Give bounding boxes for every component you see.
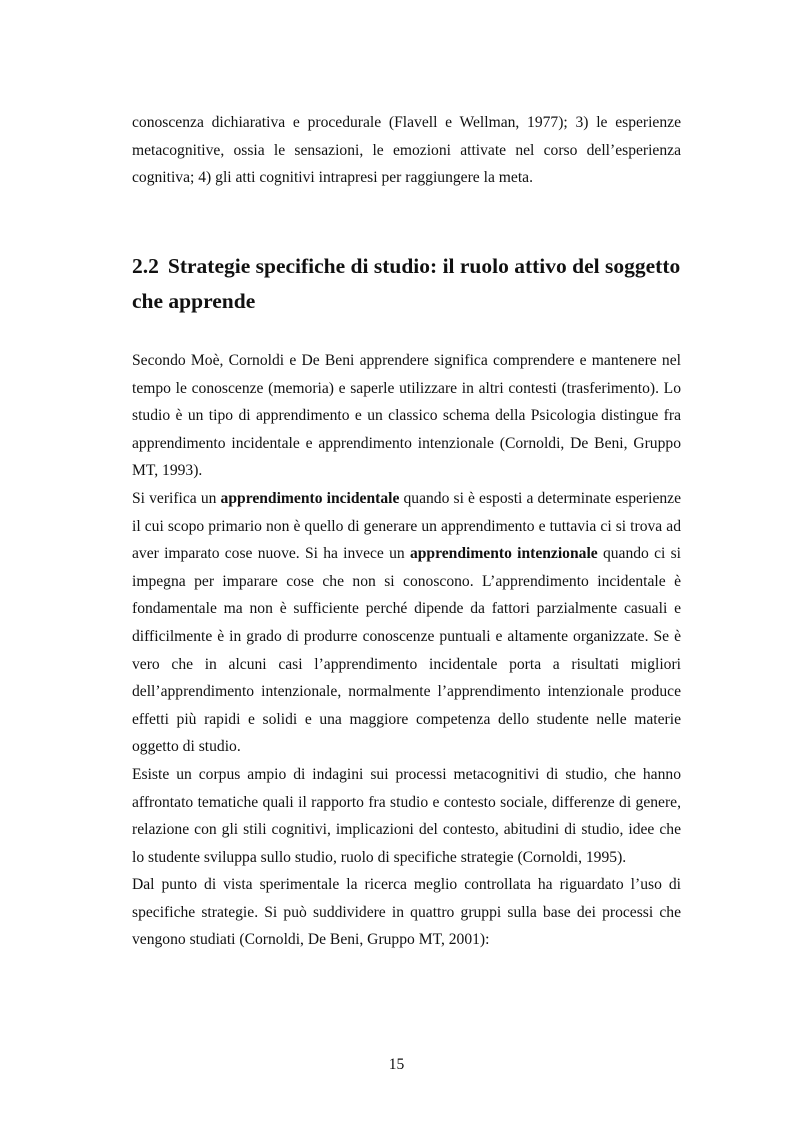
p2-text-2: quando si è esposti a determinate esperienze il cui scopo primario non è quello di generare un apprendimento e tuttavia ci si trova ad aver imparato cose nuove. Si ha invece un [132,489,682,563]
section-body [132,347,681,954]
term-intentional-learning: apprendimento intenzionale [409,545,598,563]
section-title: Strategie specifiche di studio: il ruolo attivo del soggetto che apprende [132,254,681,313]
p2-text-3: quando ci si impegna per imparare cose che non si conoscono. L’apprendimento incidentale è fondamentale ma non è sufficiente perché dipende da fattori parzialmente casuali e difficilmente è in grado di produrre conoscenze puntuali e altamente organizzate. Se è vero che in alcuni casi l’apprendimento incidentale porta a risultati migliori dell’apprendimento intenzionale, normalmente l’apprendimento intenzionale produce effetti più rapidi e solidi e una maggiore competenza dello studente nelle materie oggetto di studio. [132,545,681,756]
section-heading [132,249,692,319]
section-number: 2.2 [132,254,159,278]
paragraph-definition-learning: Secondo Moè, Cornoldi e De Beni apprendere significa comprendere e mantenere nel tempo le conoscenze (memoria) e saperle utilizzare in altri contesti (trasferimento). Lo studio è un tipo di apprendimento e un classico schema della Psicologia distingue fra apprendimento incidentale e apprendimento intenzionale (Cornoldi, De Beni, Gruppo MT, 1993). [132,352,681,480]
paragraph-incidental-intentional [132,485,681,761]
p2-text-1: Si verifica un [132,489,221,507]
paragraph-research-corpus: Esiste un corpus ampio di indagini sui processi metacognitivi di studio, che hanno affrontato tematiche quali il rapporto fra studio e contesto sociale, differenze di genere, relazione con gli stili cognitivi, implicazioni del contesto, abitudini di studio, idee che lo studente sviluppa sullo studio, ruolo di specifiche strategie (Cornoldi, 1995). [132,765,681,866]
intro-paragraph-block [132,109,681,192]
page-number: 15 [388,1056,405,1073]
intro-paragraph: conoscenza dichiarativa e procedurale (Flavell e Wellman, 1977); 3) le esperienze metacognitive, ossia le sensazioni, le emozioni attivate nel corso dell’esperienza cognitiva; 4) gli atti cognitivi intrapresi per raggiungere la meta. [132,114,681,187]
paragraph-experimental-research: Dal punto di vista sperimentale la ricerca meglio controllata ha riguardato l’uso di specifiche strategie. Si può suddividere in quattro gruppi sulla base dei processi che vengono studiati (Cornoldi, De Beni, Gruppo MT, 2001): [132,876,681,949]
term-incidental-learning: apprendimento incidentale [220,489,400,507]
